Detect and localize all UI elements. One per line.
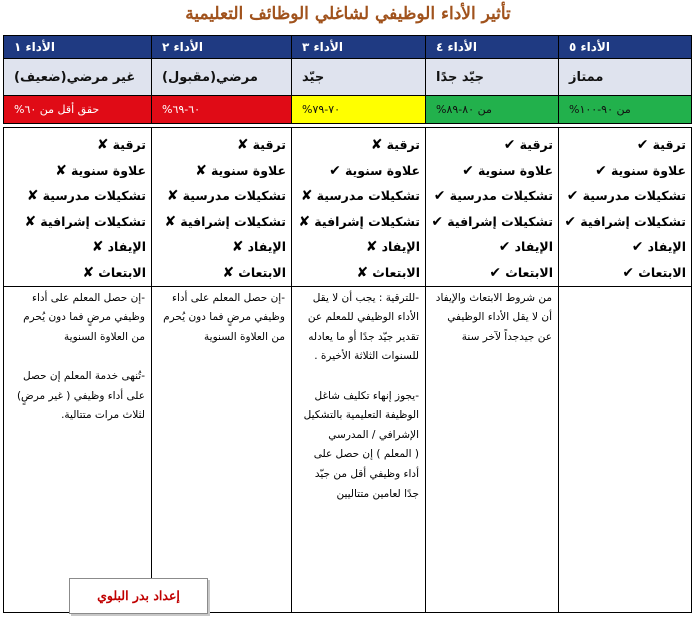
range-row <box>4 96 692 124</box>
range-label: من ٩٠-١٠٠% <box>569 103 631 116</box>
benefit-label: الإيفاد <box>247 239 286 255</box>
performance-table <box>3 35 692 613</box>
benefit-label: علاوة سنوية <box>70 162 146 178</box>
range-label: حقق أقل من ٦٠% <box>14 103 100 116</box>
range-label: ٦٠-٦٩% <box>162 103 201 116</box>
benefit-item <box>559 234 686 260</box>
benefit-item <box>426 158 553 184</box>
benefit-label: الابتعاث <box>505 264 553 280</box>
benefit-item <box>292 183 420 209</box>
page-title: تأثير الأداء الوظيفي لشاغلي الوظائف التعليمية <box>185 4 511 24</box>
benefit-item <box>152 209 286 235</box>
cross-icon: ✘ <box>236 137 249 153</box>
cross-icon: ✘ <box>26 188 39 205</box>
benefit-item <box>4 260 146 286</box>
range-cell <box>426 96 559 124</box>
benefit-label: علاوة سنوية <box>610 162 686 178</box>
benefit-item <box>559 132 686 158</box>
benefit-label: تشكيلات مدرسية <box>42 188 146 204</box>
check-icon: ✔ <box>622 264 635 281</box>
benefits-row <box>4 128 692 287</box>
benefit-label: تشكيلات إشرافية <box>447 213 553 229</box>
range-cell <box>152 96 292 124</box>
benefit-item <box>426 209 553 235</box>
benefits-cell <box>426 128 559 287</box>
benefit-item <box>426 234 553 260</box>
benefit-item <box>4 234 146 260</box>
benefit-item <box>292 209 420 235</box>
cross-icon: ✘ <box>82 264 95 281</box>
benefit-label: ترقية <box>386 137 420 152</box>
benefit-item <box>152 132 286 158</box>
rating-label: جيّد جدًا <box>436 69 485 85</box>
cross-icon: ✘ <box>222 264 235 281</box>
benefit-item <box>292 132 420 158</box>
benefit-item <box>559 209 686 235</box>
check-icon: ✔ <box>564 213 577 230</box>
benefit-item <box>559 158 686 184</box>
benefit-item <box>4 132 146 158</box>
check-icon: ✔ <box>431 213 444 230</box>
benefit-label: الابتعاث <box>238 264 286 280</box>
cross-icon: ✘ <box>164 213 177 230</box>
benefit-label: علاوة سنوية <box>210 162 286 178</box>
rating-cell <box>152 59 292 96</box>
note-text: -إن حصل المعلم على أداء وظيفي مرضٍ فما دون يُحرم من العلاوة السنوية <box>163 291 285 343</box>
note-cell <box>152 286 292 612</box>
rating-row <box>4 59 692 96</box>
benefit-item <box>426 260 553 286</box>
rating-cell <box>426 59 559 96</box>
cross-icon: ✘ <box>24 213 37 230</box>
check-icon: ✔ <box>636 137 649 153</box>
range-label: من ٨٠-٨٩% <box>436 103 492 116</box>
benefit-label: تشكيلات مدرسية <box>449 188 553 204</box>
note-cell <box>559 286 692 612</box>
note-cell <box>4 286 152 612</box>
rating-label: ممتاز <box>569 69 604 85</box>
benefits-list <box>292 128 425 286</box>
benefit-item <box>426 183 553 209</box>
benefits-cell <box>292 128 426 287</box>
benefit-label: تشكيلات مدرسية <box>182 188 286 204</box>
range-cell <box>559 96 692 124</box>
benefit-label: تشكيلات إشرافية <box>40 213 146 229</box>
rating-label: جيّد <box>302 69 325 85</box>
cross-icon: ✘ <box>356 264 369 281</box>
benefit-label: الإيفاد <box>514 239 553 255</box>
benefit-label: تشكيلات مدرسية <box>582 188 686 204</box>
range-cell <box>4 96 152 124</box>
benefits-list <box>152 128 291 286</box>
note-text <box>559 287 691 289</box>
prepared-by-box: إعداد بدر البلوي <box>69 578 208 614</box>
cross-icon: ✘ <box>91 239 104 256</box>
notes-row <box>4 286 692 612</box>
range-label: ٧٠-٧٩% <box>302 103 341 116</box>
benefit-label: علاوة سنوية <box>344 162 420 178</box>
cross-icon: ✘ <box>195 162 207 179</box>
benefit-item <box>292 260 420 286</box>
check-icon: ✔ <box>489 264 502 281</box>
cross-icon: ✘ <box>55 162 67 179</box>
cross-icon: ✘ <box>370 137 383 153</box>
check-icon: ✔ <box>566 188 579 205</box>
benefit-item <box>4 183 146 209</box>
rating-cell <box>292 59 426 96</box>
benefit-label: تشكيلات إشرافية <box>580 213 686 229</box>
cross-icon: ✘ <box>365 239 378 256</box>
range-cell <box>292 96 426 124</box>
note-text: -للترقية : يجب أن لا يقل الأداء الوظيفي للمعلم عن تقدير جيّد جدًا أو ما يعادله للسنوات الثلاثة الأخيرة . -يجوز إنهاء تكليف شاغل الوظيفة التعليمية بالتشكيل الإشرافي / المدرسي ( المعلم ) إن حصل على أداء وظيفي أقل من جيّد جدًا لعامين متتاليين <box>303 291 419 500</box>
benefit-label: الإيفاد <box>107 239 146 255</box>
benefits-cell <box>559 128 692 287</box>
benefit-label: علاوة سنوية <box>477 162 553 178</box>
check-icon: ✔ <box>329 162 341 179</box>
rating-cell <box>4 59 152 96</box>
benefit-label: تشكيلات إشرافية <box>314 213 420 229</box>
benefit-item <box>4 209 146 235</box>
benefit-item <box>426 132 553 158</box>
note-cell <box>426 286 559 612</box>
benefits-cell <box>152 128 292 287</box>
benefit-label: الابتعاث <box>638 264 686 280</box>
benefit-item <box>559 183 686 209</box>
note-cell <box>292 286 426 612</box>
cross-icon: ✘ <box>231 239 244 256</box>
cross-icon: ✘ <box>166 188 179 205</box>
benefits-list <box>426 128 558 286</box>
benefit-label: ترقية <box>519 137 553 152</box>
column-header: الأداء ١ <box>4 36 152 59</box>
check-icon: ✔ <box>595 162 607 179</box>
benefit-label: تشكيلات مدرسية <box>316 188 420 204</box>
benefit-label: تشكيلات إشرافية <box>180 213 286 229</box>
benefit-item <box>152 158 286 184</box>
rating-cell <box>559 59 692 96</box>
cross-icon: ✘ <box>96 137 109 153</box>
column-header: الأداء ٤ <box>426 36 559 59</box>
benefit-item <box>152 234 286 260</box>
benefits-list <box>4 128 151 286</box>
benefits-list <box>559 128 691 286</box>
benefit-label: ترقية <box>112 137 146 152</box>
benefit-item <box>559 260 686 286</box>
note-text: من شروط الابتعاث والإيفاد أن لا يقل الأداء الوظيفي عن جيدجداً لآخر سنة <box>435 291 552 343</box>
benefit-label: ترقية <box>252 137 286 152</box>
check-icon: ✔ <box>498 239 511 256</box>
benefit-label: الابتعاث <box>98 264 146 280</box>
note-text: -إن حصل المعلم على أداء وظيفي مرضٍ فما دون يُحرم من العلاوة السنوية -تُنهى خدمة المعلم إن حصل على أداء وظيفي ( غير مرضٍ) لثلاث مرات متتالية. <box>16 291 145 422</box>
check-icon: ✔ <box>462 162 474 179</box>
benefit-item <box>292 158 420 184</box>
benefit-item <box>152 183 286 209</box>
cross-icon: ✘ <box>300 188 313 205</box>
benefit-item <box>4 158 146 184</box>
benefits-cell <box>4 128 152 287</box>
benefit-item <box>152 260 286 286</box>
column-header: الأداء ٢ <box>152 36 292 59</box>
check-icon: ✔ <box>433 188 446 205</box>
column-header: الأداء ٥ <box>559 36 692 59</box>
benefit-label: الابتعاث <box>372 264 420 280</box>
benefit-label: الإيفاد <box>381 239 420 255</box>
column-header: الأداء ٣ <box>292 36 426 59</box>
check-icon: ✔ <box>503 137 516 153</box>
rating-label: غير مرضي(ضعيف) <box>14 69 136 85</box>
benefit-item <box>292 234 420 260</box>
cross-icon: ✘ <box>298 213 311 230</box>
benefit-label: الإيفاد <box>647 239 686 255</box>
rating-label: مرضي(مقبول) <box>162 69 258 85</box>
benefit-label: ترقية <box>652 137 686 152</box>
header-row <box>4 36 692 59</box>
check-icon: ✔ <box>631 239 644 256</box>
